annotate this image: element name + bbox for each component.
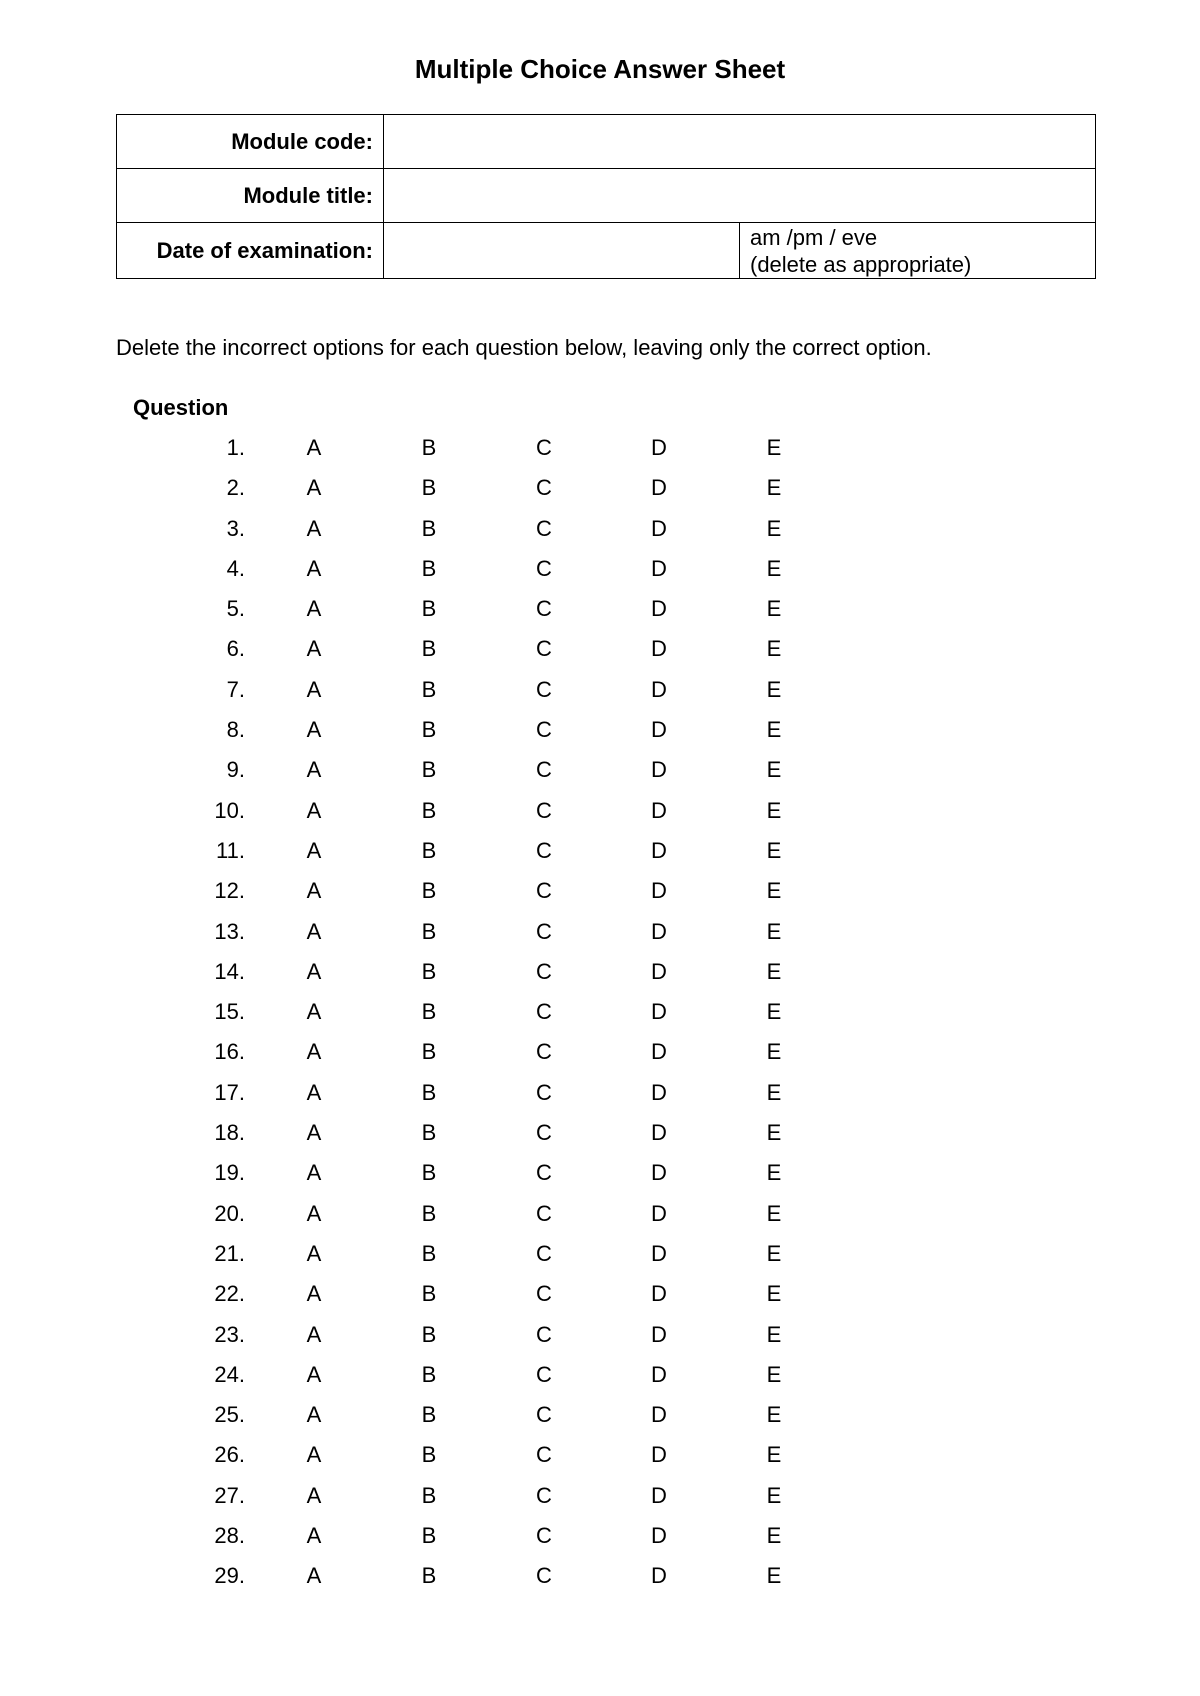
answer-row [0,1274,1200,1314]
answer-option-a[interactable]: A [306,1402,322,1428]
question-number: 15. [214,999,245,1025]
answer-row [0,670,1200,710]
module-code-row [117,115,1096,169]
question-number: 20. [214,1200,245,1226]
question-column-header: Question [133,395,229,420]
exam-date-label: Date of examination: [117,223,384,279]
answer-option-a[interactable]: A [306,1240,322,1266]
answer-option-b[interactable]: B [421,1482,437,1508]
question-number: 23. [214,1321,245,1347]
answer-option-b[interactable]: B [421,435,437,460]
exam-date-row [117,223,1096,279]
answer-option-a[interactable]: A [306,717,322,743]
answer-option-b[interactable]: B [421,596,437,622]
answer-option-d[interactable]: D [651,1120,667,1146]
answer-option-e[interactable]: E [766,878,782,904]
answer-option-a[interactable]: A [306,1523,322,1549]
answer-option-a[interactable]: A [306,878,322,904]
answer-row [0,589,1200,629]
answer-option-e[interactable]: E [766,757,782,783]
answer-row [0,1073,1200,1113]
question-number: 26. [214,1442,245,1468]
question-number: 3. [226,515,245,541]
page-title: Multiple Choice Answer Sheet [414,54,786,84]
module-title-row [117,169,1096,223]
answer-row [0,710,1200,750]
answer-option-c[interactable]: C [536,918,552,944]
question-number: 9. [226,757,245,783]
answer-option-c[interactable]: C [536,1200,552,1226]
answer-row [0,992,1200,1032]
answer-option-e[interactable]: E [766,1120,782,1146]
answer-option-e[interactable]: E [766,1402,782,1428]
answer-option-d[interactable]: D [651,1402,667,1428]
answer-option-e[interactable]: E [766,999,782,1025]
answer-option-d[interactable]: D [651,797,667,823]
answer-option-d[interactable]: D [651,1361,667,1387]
answer-option-b[interactable]: B [421,837,437,863]
question-number: 28. [214,1523,245,1549]
answer-option-e[interactable]: E [766,1563,782,1589]
exam-details-table [116,114,1096,279]
answer-option-c[interactable]: C [536,717,552,743]
answer-option-e[interactable]: E [766,1482,782,1508]
question-number: 29. [214,1563,245,1589]
answer-option-c[interactable]: C [536,1442,552,1468]
answer-option-b[interactable]: B [421,1321,437,1347]
answer-option-c[interactable]: C [536,1039,552,1065]
answer-option-b[interactable]: B [421,1079,437,1105]
answer-option-a[interactable]: A [306,1361,322,1387]
answer-row [0,952,1200,992]
answer-option-a[interactable]: A [306,837,322,863]
answer-option-a[interactable]: A [306,676,322,702]
question-number: 24. [214,1361,245,1387]
answer-row [0,1435,1200,1475]
answer-option-a[interactable]: A [306,918,322,944]
answer-option-c[interactable]: C [536,1240,552,1266]
question-number: 7. [226,676,245,702]
answer-option-e[interactable]: E [766,435,782,460]
module-title-label: Module title: [117,169,384,223]
answer-option-d[interactable]: D [651,676,667,702]
answer-option-b[interactable]: B [421,1160,437,1186]
answer-row [0,1113,1200,1153]
question-number: 18. [214,1120,245,1146]
answer-option-c[interactable]: C [536,596,552,622]
answer-option-c[interactable]: C [536,1281,552,1307]
question-number: 2. [226,475,245,501]
answer-option-d[interactable]: D [651,717,667,743]
session-note: (delete as appropriate) [750,251,972,277]
answer-option-a[interactable]: A [306,475,322,501]
question-number: 6. [226,636,245,662]
answer-option-c[interactable]: C [536,515,552,541]
answer-option-c[interactable]: C [536,837,552,863]
answer-option-b[interactable]: B [421,1200,437,1226]
answer-option-a[interactable]: A [306,1281,322,1307]
answer-option-d[interactable]: D [651,1200,667,1226]
question-number: 19. [214,1160,245,1186]
answer-option-c[interactable]: C [536,757,552,783]
question-number: 10. [214,797,245,823]
answer-option-c[interactable]: C [536,958,552,984]
answer-option-e[interactable]: E [766,1281,782,1307]
answer-option-a[interactable]: A [306,515,322,541]
question-number: 25. [214,1402,245,1428]
answer-option-d[interactable]: D [651,1442,667,1468]
instructions-text: Delete the incorrect options for each question below, leaving only the correct option. [116,335,932,360]
answer-option-c[interactable]: C [536,1563,552,1589]
session-options[interactable] [740,223,1096,279]
answer-option-d[interactable]: D [651,958,667,984]
answer-option-e[interactable]: E [766,596,782,622]
answer-option-c[interactable]: C [536,797,552,823]
answer-option-a[interactable]: A [306,999,322,1025]
answer-option-d[interactable]: D [651,837,667,863]
question-number: 8. [226,717,245,743]
answer-option-b[interactable]: B [421,1402,437,1428]
answer-option-a[interactable]: A [306,1321,322,1347]
answer-option-c[interactable]: C [536,1361,552,1387]
answer-option-e[interactable]: E [766,636,782,662]
answer-row [0,912,1200,952]
answer-option-d[interactable]: D [651,1281,667,1307]
answer-option-d[interactable]: D [651,1240,667,1266]
answer-option-c[interactable]: C [536,636,552,662]
answer-option-b[interactable]: B [421,757,437,783]
answer-option-c[interactable]: C [536,435,552,460]
answer-option-e[interactable]: E [766,1079,782,1105]
answer-row [0,468,1200,508]
answer-option-e[interactable]: E [766,1240,782,1266]
answer-option-c[interactable]: C [536,1160,552,1186]
answer-option-d[interactable]: D [651,475,667,501]
answer-option-e[interactable]: E [766,717,782,743]
answer-option-d[interactable]: D [651,636,667,662]
question-number: 5. [226,596,245,622]
answer-option-e[interactable]: E [766,475,782,501]
answer-option-d[interactable]: D [651,1563,667,1589]
question-number: 14. [214,958,245,984]
answer-option-d[interactable]: D [651,999,667,1025]
session-choices: am /pm / eve [750,224,878,250]
answer-row [0,629,1200,669]
answer-option-b[interactable]: B [421,1523,437,1549]
question-number: 17. [214,1079,245,1105]
answer-option-d[interactable]: D [651,918,667,944]
answer-option-c[interactable]: C [536,676,552,702]
answer-row [0,871,1200,911]
answer-option-b[interactable]: B [421,999,437,1025]
answer-option-a[interactable]: A [306,958,322,984]
answer-option-e[interactable]: E [766,1160,782,1186]
answer-option-b[interactable]: B [421,918,437,944]
answer-option-b[interactable]: B [421,1240,437,1266]
answer-option-d[interactable]: D [651,1523,667,1549]
answer-option-d[interactable]: D [651,1321,667,1347]
answer-option-d[interactable]: D [651,1482,667,1508]
answer-option-a[interactable]: A [306,1200,322,1226]
answer-option-b[interactable]: B [421,555,437,581]
answer-option-d[interactable]: D [651,435,667,460]
answer-option-c[interactable]: C [536,1402,552,1428]
answer-option-d[interactable]: D [651,1039,667,1065]
question-number: 27. [214,1482,245,1508]
answer-option-c[interactable]: C [536,1079,552,1105]
answer-option-d[interactable]: D [651,757,667,783]
answer-row [0,1315,1200,1355]
answer-option-a[interactable]: A [306,1120,322,1146]
answer-option-b[interactable]: B [421,636,437,662]
answer-option-c[interactable]: C [536,475,552,501]
answer-option-d[interactable]: D [651,596,667,622]
answer-option-d[interactable]: D [651,1160,667,1186]
answer-option-b[interactable]: B [421,1361,437,1387]
answer-option-c[interactable]: C [536,1523,552,1549]
answer-option-a[interactable]: A [306,1482,322,1508]
question-number: 16. [214,1039,245,1065]
answer-row [0,1032,1200,1072]
answer-row [0,428,1200,468]
answer-row [0,1194,1200,1234]
question-number: 11. [216,837,245,863]
answer-option-b[interactable]: B [421,1039,437,1065]
answer-row [0,1234,1200,1274]
answer-option-b[interactable]: B [421,475,437,501]
answer-row [0,1153,1200,1193]
answer-option-e[interactable]: E [766,1523,782,1549]
answer-option-a[interactable]: A [306,1039,322,1065]
question-number: 13. [214,918,245,944]
answer-option-a[interactable]: A [306,757,322,783]
answer-row [0,791,1200,831]
answer-option-a[interactable]: A [306,1160,322,1186]
answer-option-b[interactable]: B [421,1563,437,1589]
answer-option-b[interactable]: B [421,878,437,904]
answer-option-e[interactable]: E [766,1321,782,1347]
answer-option-e[interactable]: E [766,1361,782,1387]
question-number: 4. [226,555,245,581]
module-code-field[interactable] [384,115,1096,169]
module-code-label: Module code: [117,115,384,169]
answer-row [0,1476,1200,1516]
answer-option-e[interactable]: E [766,797,782,823]
answer-row [0,1355,1200,1395]
answer-grid [0,428,1200,1597]
answer-option-a[interactable]: A [306,1442,322,1468]
answer-option-c[interactable]: C [536,1120,552,1146]
answer-option-d[interactable]: D [651,878,667,904]
answer-option-a[interactable]: A [306,636,322,662]
answer-option-b[interactable]: B [421,1120,437,1146]
question-number: 21. [214,1240,245,1266]
module-title-field[interactable] [384,169,1096,223]
answer-option-c[interactable]: C [536,1321,552,1347]
answer-row [0,831,1200,871]
answer-option-e[interactable]: E [766,1039,782,1065]
answer-option-b[interactable]: B [421,958,437,984]
answer-option-d[interactable]: D [651,1079,667,1105]
answer-row [0,1516,1200,1556]
answer-row [0,750,1200,790]
answer-row [0,549,1200,589]
answer-option-c[interactable]: C [536,1482,552,1508]
answer-option-c[interactable]: C [536,555,552,581]
answer-option-b[interactable]: B [421,797,437,823]
answer-option-a[interactable]: A [306,797,322,823]
answer-option-a[interactable]: A [306,596,322,622]
answer-row [0,509,1200,549]
answer-option-a[interactable]: A [306,435,322,460]
answer-option-c[interactable]: C [536,999,552,1025]
answer-option-a[interactable]: A [306,555,322,581]
answer-option-b[interactable]: B [421,1442,437,1468]
answer-row [0,1395,1200,1435]
answer-option-a[interactable]: A [306,1563,322,1589]
answer-option-e[interactable]: E [766,837,782,863]
exam-date-field[interactable] [384,223,740,279]
answer-option-e[interactable]: E [766,555,782,581]
answer-option-e[interactable]: E [766,958,782,984]
question-number: 1. [226,435,245,460]
question-number: 12. [214,878,245,904]
answer-row [0,1556,1200,1596]
answer-option-e[interactable]: E [766,515,782,541]
answer-option-d[interactable]: D [651,515,667,541]
answer-option-d[interactable]: D [651,555,667,581]
answer-option-b[interactable]: B [421,1281,437,1307]
answer-option-a[interactable]: A [306,1079,322,1105]
answer-option-e[interactable]: E [766,1200,782,1226]
question-number: 22. [214,1281,245,1307]
answer-option-e[interactable]: E [766,676,782,702]
answer-option-b[interactable]: B [421,515,437,541]
answer-option-e[interactable]: E [766,918,782,944]
answer-option-c[interactable]: C [536,878,552,904]
answer-option-e[interactable]: E [766,1442,782,1468]
answer-option-b[interactable]: B [421,676,437,702]
answer-option-b[interactable]: B [421,717,437,743]
